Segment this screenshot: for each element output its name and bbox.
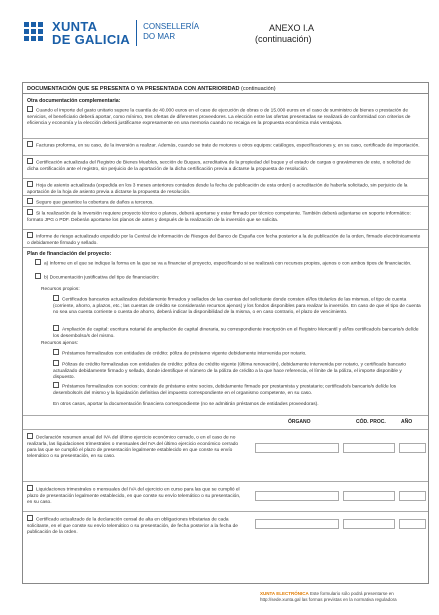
checkbox[interactable] xyxy=(27,232,33,238)
divider xyxy=(23,481,428,482)
divider xyxy=(23,415,428,416)
divider xyxy=(23,155,428,156)
table-row: Liquidaciones trimestrales o mensuales del IVA del ejercicio en curso para las que se cumplió el plazo de presentación legalmente establecido, en que conste su envío telemático o su presentación, en su caso. xyxy=(27,485,242,506)
footer-text2: http://sede.xunta.gal las formas previstas en la normativa reguladora xyxy=(260,597,397,602)
doc-item: Seguro que garantice la cobertura de daños a terceros. xyxy=(27,198,423,207)
doc-item: Certificación actualizada del Registro de Bienes Muebles, sección de Buques, acreditativa de la propiedad del buque y el estado de cargas o gravámenes de este, o solicitud de dicha certificación ante el registro, sin perjuicio de la aportación de la dicha certificación previa a dictarse la propuesta de resolución. xyxy=(27,158,423,173)
dept-line2: DO MAR xyxy=(143,32,176,41)
checkbox[interactable] xyxy=(27,209,33,215)
divider xyxy=(23,178,428,179)
footer-brand: XUNTA ELECTRÓNICA xyxy=(260,591,309,596)
checkbox[interactable] xyxy=(27,485,33,491)
table-row: Declaración resumen anual del IVA del último ejercicio económico cerrado, o en el caso de no realizarla, las liquidaciones trimestrales o mensuales del IVA del último ejercicio económico cerrado para las que se cumplió el plazo de presentación legalmente establecido en que conste su envío telemático o su presentación, en su caso. xyxy=(27,433,242,460)
page-footer xyxy=(260,591,397,603)
checkbox[interactable] xyxy=(27,515,33,521)
organo-field[interactable] xyxy=(255,443,339,453)
doc-item: Informe de riesgo actualizado expedido por la Central de Información de Riesgos del Banco de España con fecha posterior a la de publicación de la orden, firmado electrónicamente o debidamente firmado y sellado. xyxy=(27,232,423,247)
col-cod-proc: CÓD. PROC. xyxy=(356,419,386,425)
col-organo: ÓRGANO xyxy=(288,419,311,425)
own-item: Certificados bancarios actualizados debidamente firmados y sellados de las cuentas del solicitante donde consten el/los titular/es de las mismas, el tipo de cuenta (corriente, ahorro, a plazos, etc.; las cuentas de crédito se considerarán recursos ajenos) y los fondos disponibles para realizar la inversión. En caso de que el tipo de cuenta no sea una cuenta corriente o cuenta de ahorro, deberá indicar la disponibilidad de la misma, o en caso contrario, el plazo de vencimiento. xyxy=(27,295,423,316)
own-item: Ampliación de capital: escritura notarial de ampliación de capital dineraria, su correspondiente inscripción en el Registro Mercantil y el/los certificado/s bancario/s del/de los desembolso/s del mismo. xyxy=(27,325,423,340)
organo-field[interactable] xyxy=(255,491,339,501)
xunta-logo xyxy=(22,20,199,46)
checkbox[interactable] xyxy=(53,295,59,301)
cod-proc-field[interactable] xyxy=(343,491,395,501)
checkbox[interactable] xyxy=(27,433,33,439)
divider xyxy=(23,429,428,430)
checkbox[interactable] xyxy=(53,325,59,331)
section-title-sub: (continuación) xyxy=(241,86,276,92)
col-ano: AÑO xyxy=(401,419,413,425)
ext-item: Pólizas de crédito formalizadas con entidades de crédito: póliza de crédito vigente (última renovación), debidamente intervenida por notario, y certificado bancario actualizado debidamente firmado y sellado, donde identifique el número de la póliza de crédito a la que hace referencia, el límite de la póliza, el importe disponible y dispuesto. xyxy=(27,360,423,381)
plan-item-b: b) Documentación justificativa del tipo de financiación: xyxy=(27,273,423,282)
ext-item: Préstamos formalizados con entidades de crédito: póliza de préstamo vigente debidamente intervenida por notario. xyxy=(27,349,423,358)
checkbox[interactable] xyxy=(27,181,33,187)
xunta-emblem-icon xyxy=(22,20,46,46)
ano-field[interactable] xyxy=(399,443,426,453)
annex-subtitle: (continuación) xyxy=(255,34,312,44)
footer-text1: Este formulario sólo podrá presentarse en xyxy=(310,591,394,596)
divider xyxy=(23,138,428,139)
checkbox[interactable] xyxy=(27,158,33,164)
checkbox[interactable] xyxy=(27,198,33,204)
page-header xyxy=(0,0,439,60)
documentation-box xyxy=(22,82,429,584)
ext-item: Préstamos formalizados con socios: contrato de préstamo entre socios, debidamente firmado por prestamista y prestatario; certificado/s bancario/s del/de los desembolso/s del mismo y la liquidación definitiva del impuesto correspondiente en el organismo competente, en su caso. xyxy=(27,382,423,397)
ano-field[interactable] xyxy=(399,491,426,501)
checkbox[interactable] xyxy=(35,259,41,265)
divider xyxy=(23,229,428,230)
divider xyxy=(23,247,428,248)
doc-item: Cuando el importe del gasto unitario supere la cuantía de 40.000 euros en el caso de ejecución de obras o de 15.000 euros en el caso de suministro de bienes o prestación de servicios, el beneficiario deberá aportar, como mínimo, tres ofertas de diferentes proveedores. La elección entre las ofertas presentadas se realizará de conformidad con criterios de eficiencia y economía y la elección deberá justificarse expresamente en una memoria cuando no recaiga en la propuesta económica más ventajosa. xyxy=(27,106,423,127)
plan-label: Plan de financiación del proyecto: xyxy=(27,251,112,257)
logo-divider xyxy=(136,20,137,46)
annex-heading xyxy=(255,23,314,45)
doc-item: Hoja de asiento actualizada (expedida en los 3 meses anteriores contados desde la fecha de publicación de esta orden) o acreditación de haberla solicitado, sin perjuicio de la aportación de la hoja de asiento previa a dictarse la propuesta de resolución. xyxy=(27,181,423,196)
ano-field[interactable] xyxy=(399,519,426,529)
divider xyxy=(23,511,428,512)
doc-item: Facturas proforma, en su caso, de la inversión a realizar. Además, cuando se trate de motores u otros equipos: catálogos, especificaciones y, en su caso, certificado de importación. xyxy=(27,141,423,150)
cod-proc-field[interactable] xyxy=(343,519,395,529)
own-resources-label: Recursos propios: xyxy=(41,287,80,292)
divider xyxy=(23,206,428,207)
annex-title: ANEXO I.A xyxy=(269,23,315,33)
checkbox[interactable] xyxy=(35,273,41,279)
ext-resources-label: Recursos ajenos: xyxy=(41,341,79,346)
org-line1: XUNTA xyxy=(52,19,98,34)
other-docs-label: Otra documentación complementaria: xyxy=(27,98,121,104)
checkbox[interactable] xyxy=(53,360,59,366)
org-line2: DE GALICIA xyxy=(52,32,131,47)
cod-proc-field[interactable] xyxy=(343,443,395,453)
dept-line1: CONSELLERÍA xyxy=(143,22,200,31)
section-title-row xyxy=(23,83,428,94)
divider xyxy=(23,195,428,196)
doc-item: Si la realización de la inversión requiere proyecto técnico o planos, deberá aportarse y estar firmado por técnico competente. También deberá adjuntarse en soporte informático: formato JPG o PDF. Deberán aportarse los planos de antes y después de la realización de la inversión que se solicita. xyxy=(27,209,423,224)
organo-field[interactable] xyxy=(255,519,339,529)
plan-item-a: a) Informe en el que se indique la forma en la que se va a financiar el proyecto, especificando si se realizará con recursos propios, ajenos o con ambos tipos de financiación. xyxy=(27,259,423,268)
checkbox[interactable] xyxy=(53,349,59,355)
table-row: Certificado actualizado de la declaración censal de alta en obligaciones tributarias de cada solicitante, en el que conste su envío telemático o su presentación, de fecha posterior a la fecha de publicación de la orden. xyxy=(27,515,242,536)
checkbox[interactable] xyxy=(27,141,33,147)
checkbox[interactable] xyxy=(27,106,33,112)
ext-item-note: En otros casos, aportar la documentación financiera correspondiente (no se admitirán préstamos de entidades proveedoras). xyxy=(53,402,319,407)
section-title: DOCUMENTACIÓN QUE SE PRESENTA O YA PRESENTADA CON ANTERIORIDAD xyxy=(27,86,240,92)
checkbox[interactable] xyxy=(53,382,59,388)
